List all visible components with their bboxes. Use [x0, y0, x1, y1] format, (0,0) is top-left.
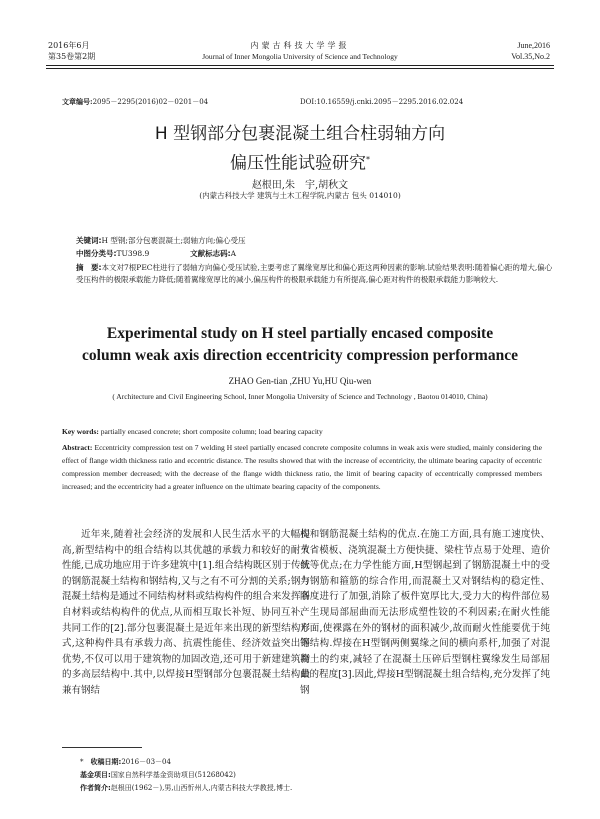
footnote-mark-bottom: * — [80, 758, 91, 766]
volume-issue-en: Vol.35,No.2 — [511, 52, 550, 61]
running-header-right — [511, 40, 550, 62]
running-header-left — [48, 40, 95, 62]
header-rule-thin — [46, 68, 554, 69]
body-column-right: 构和钢筋混凝土结构的优点.在施工方面,具有施工速度快、节省模板、浇筑混凝土方便快捷、梁柱节点易于处理、造价低等优点;在力学性能方面,H型钢起到了钢筋混凝土中的受力钢筋和箍筋的综合作用,而混凝土又对钢结构的稳定性、刚度进行了加强,消除了板件宽厚比大,受力大的构件部位易产生现局部屈曲而无法形成塑性铰的不利因素;在耐火性能方面,使裸露在外的钢材的面积减少,故而耐火性能要优于纯钢结构.焊接在H型钢两侧翼缘之间的横向系杆,加强了对混凝土的约束,减轻了在混凝土压碎后型钢柱翼缘发生局部屈曲的程度[3].因此,焊接H型钢混凝土组合结构,充分发挥了纯钢 — [300, 529, 550, 696]
keywords-cn: 关键词:H 型钢;部分包裹混凝土;弱轴方向;偏心受压 — [76, 236, 246, 245]
footnote-received: * 收稿日期:2016－03－04 — [80, 758, 171, 766]
keywords-en: Key words: partially encased concrete; short composite column; load bearing capacity — [62, 427, 323, 436]
affiliation-en: ( Architecture and Civil Engineering School, Inner Mongolia University of Science and Technology , Baotou 014010, China) — [112, 392, 488, 401]
running-header-center — [150, 40, 450, 62]
footnote-rule — [62, 747, 142, 748]
article-number: 文章编号:2095－2295(2016)02－0201－04 — [62, 97, 209, 106]
footnote-mark: * — [366, 155, 370, 164]
authors-cn: 赵根田,朱 宇,胡秋文 — [251, 180, 349, 191]
journal-name-cn: 内蒙古科技大学学报 — [250, 41, 350, 50]
footnote-author: 作者简介:赵根田(1962－),男,山西忻州人,内蒙古科技大学教授,博士. — [80, 784, 293, 792]
title-cn — [0, 122, 600, 177]
abstract-en: Abstract: Eccentricity compression test on 7 welding H steel partially encased concrete composite columns in weak axis were studied, mainly considering the effect of flange width thickness ratio and eccentric distance. The results showed that with the increase of eccentricity, the ultimate bearing capacity of eccentric compression member decreased; with the decrease of the flange width thickness ratio, the limit of bearing capacity of eccentrically compressed members increased; and the eccentricity had a greater influence on the ultimate bearing capacity of the components. — [62, 443, 543, 491]
issue-date: 2016年6月 — [48, 41, 90, 50]
header-rule-thick — [46, 65, 554, 66]
doi: DOI:10.16559/j.cnki.2095－2295.2016.02.024 — [300, 98, 464, 106]
abstract-cn: 摘 要:本文对7根PEC柱进行了弱轴方向偏心受压试验,主要考虑了翼缘宽厚比和偏心距这两种因素的影响.试验结果表明:随着偏心距的增大,偏心受压构件的极限承载能力降低;随着翼缘宽厚比的减小,偏压构件的极限承载能力有所提高,偏心距对构件的极限承载能力影响较大. — [76, 263, 553, 284]
issue-date-en: June,2016 — [517, 41, 550, 50]
title-cn-line1: H 型钢部分包裹混凝土组合柱弱轴方向 — [154, 124, 446, 144]
footnote-fund: 基金项目:国家自然科学基金资助项目(51268042) — [80, 771, 236, 779]
affiliation-cn: (内蒙古科技大学 建筑与土木工程学院,内蒙古 包头 014010) — [199, 191, 401, 200]
volume-issue: 第35卷第2期 — [48, 52, 96, 61]
body-column-left: 近年来,随着社会经济的发展和人民生活水平的大幅提高,新型结构中的组合结构以其优越的承载力和较好的耐火性能,已成功地应用于许多建筑中[1].组合结构既区别于传统的钢筋混凝土结构和钢结构,又与之有不可分割的关系;钢与混凝土结构是通过不同结构材料或结构构件的组合来发挥各自材料或结构构件的优点,从而相互取长补短、协同互补、共同工作的[2].部分包裹混凝土是近年来出现的新型结构形式,这种构件具有承载力高、抗震性能佳、经济效益突出等优势,不仅可以用于建筑物的加固改造,还可用于新建建筑物的多高层结构中.其中,以焊接H型钢部分包裹混凝土结构最兼有钢结 — [62, 529, 310, 696]
title-en — [0, 323, 600, 367]
title-en-line2: column weak axis direction eccentricity compression performance — [82, 347, 518, 364]
classification: 中图分类号:TU398.9 文献标志码:A — [76, 249, 236, 258]
title-en-line1: Experimental study on H steel partially encased composite — [106, 325, 494, 342]
authors-en: ZHAO Gen-tian ,ZHU Yu,HU Qiu-wen — [228, 376, 372, 386]
title-cn-line2: 偏压性能试验研究* — [230, 153, 370, 174]
journal-name-en: Journal of Inner Mongolia University of Science and Technology — [202, 52, 398, 61]
